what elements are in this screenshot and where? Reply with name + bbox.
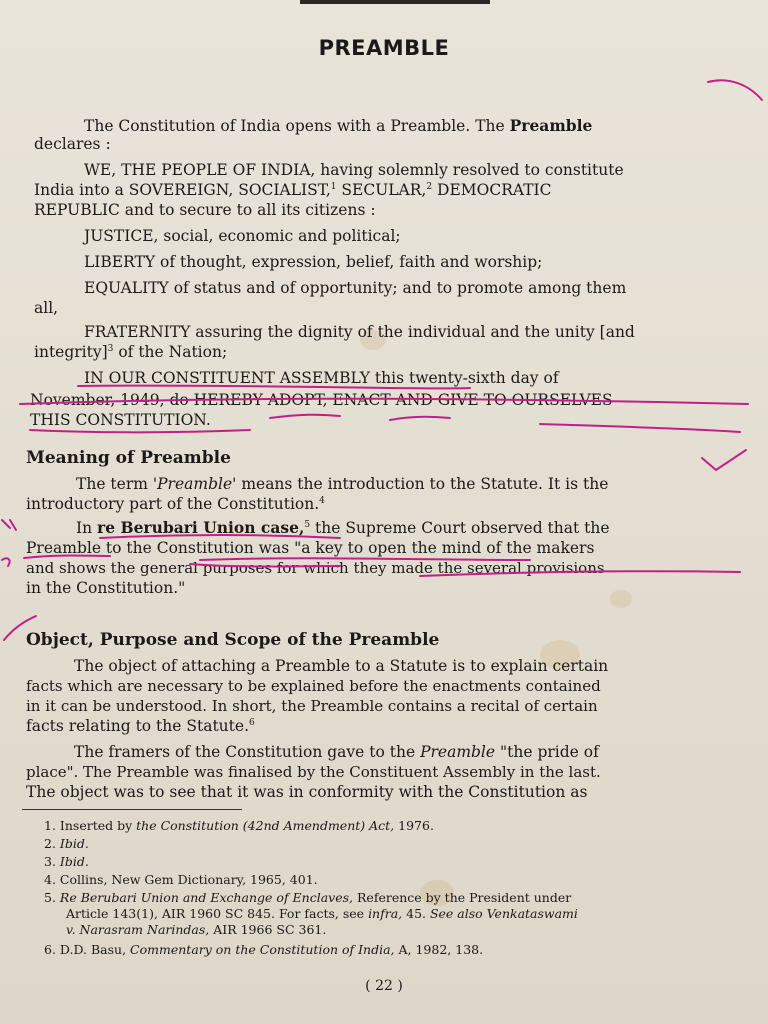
meaning-line: in the Constitution." xyxy=(26,579,186,597)
preamble-line: LIBERTY of thought, expression, belief, faith and worship; xyxy=(84,253,543,271)
preamble-line: FRATERNITY assuring the dignity of the individual and the unity [and xyxy=(84,323,635,341)
page-number: ( 22 ) xyxy=(365,978,403,994)
footnote-2: 2. Ibid. xyxy=(44,836,89,851)
meaning-line: The term 'Preamble' means the introduction to the Statute. It is the xyxy=(76,475,609,493)
meaning-line: and shows the general purposes for which they made the several provisions xyxy=(26,559,605,577)
preamble-intro-cont: declares : xyxy=(34,135,111,153)
footnote-5: 5. Re Berubari Union and Exchange of Enclaves, Reference by the President under xyxy=(44,890,572,905)
preamble-line: WE, THE PEOPLE OF INDIA, having solemnly resolved to constitute xyxy=(84,161,624,179)
object-line: place". The Preamble was finalised by the Constituent Assembly in the last. xyxy=(26,763,601,781)
preamble-line: IN OUR CONSTITUENT ASSEMBLY this twenty-sixth day of xyxy=(84,369,559,387)
footnote-6: 6. D.D. Basu, Commentary on the Constitution of India, A, 1982, 138. xyxy=(44,942,484,957)
object-line: facts which are necessary to be explained before the enactments contained xyxy=(26,677,601,695)
page-title: PREAMBLE xyxy=(318,36,450,60)
object-line: facts relating to the Statute.$^6$ xyxy=(26,717,255,735)
preamble-line: India into a SOVEREIGN, SOCIALIST,$^1$ SECULAR,$^2$ DEMOCRATIC xyxy=(34,181,552,199)
ink-margin-mark xyxy=(2,558,10,566)
meaning-line: Preamble to the Constitution was "a key to open the mind of the makers xyxy=(26,539,595,557)
ink-checkmark xyxy=(702,450,746,470)
footnote-5-cont: v. Narasram Narindas, AIR 1966 SC 361. xyxy=(66,922,327,937)
meaning-heading: Meaning of Preamble xyxy=(26,448,231,468)
paper-stain xyxy=(610,590,632,608)
object-line: in it can be understood. In short, the Preamble contains a recital of certain xyxy=(26,697,598,715)
object-line: The object of attaching a Preamble to a Statute is to explain certain xyxy=(74,657,609,675)
preamble-line: all, xyxy=(34,299,59,317)
preamble-line: THIS CONSTITUTION. xyxy=(30,411,211,429)
preamble-intro: The Constitution of India opens with a Preamble. The Preamble xyxy=(84,116,593,135)
preamble-line: EQUALITY of status and of opportunity; and to promote among them xyxy=(84,279,627,297)
object-line: The object was to see that it was in conformity with the Constitution as xyxy=(26,783,588,801)
object-heading: Object, Purpose and Scope of the Preamble xyxy=(26,630,440,650)
preamble-line: REPUBLIC and to secure to all its citizens : xyxy=(34,201,376,219)
preamble-line: JUSTICE, social, economic and political; xyxy=(84,227,401,245)
footnote-1: 1. Inserted by the Constitution (42nd Amendment) Act, 1976. xyxy=(44,818,434,833)
ink-margin-mark xyxy=(2,520,16,530)
meaning-line: introductory part of the Constitution.$^4$ xyxy=(26,495,325,513)
preamble-line: integrity]$^3$ of the Nation; xyxy=(34,343,228,361)
preamble-line: November, 1949, do HEREBY ADOPT, ENACT AND GIVE TO OURSELVES xyxy=(30,391,613,409)
footnote-3: 3. Ibid. xyxy=(44,854,89,869)
top-rule xyxy=(300,0,490,4)
object-line: The framers of the Constitution gave to the Preamble "the pride of xyxy=(74,743,599,761)
footnote-rule xyxy=(22,809,242,810)
meaning-line: In re Berubari Union case,$^5$ the Supreme Court observed that the xyxy=(76,518,610,537)
footnote-5-cont: Article 143(1), AIR 1960 SC 845. For facts, see infra, 45. See also Venkataswami xyxy=(66,906,578,921)
ink-underline xyxy=(540,424,740,432)
ink-underline xyxy=(30,430,250,432)
ink-underline xyxy=(390,417,450,420)
footnote-4: 4. Collins, New Gem Dictionary, 1965, 401. xyxy=(44,872,318,887)
ink-curve-mark xyxy=(708,80,762,100)
ink-underline xyxy=(270,415,340,418)
